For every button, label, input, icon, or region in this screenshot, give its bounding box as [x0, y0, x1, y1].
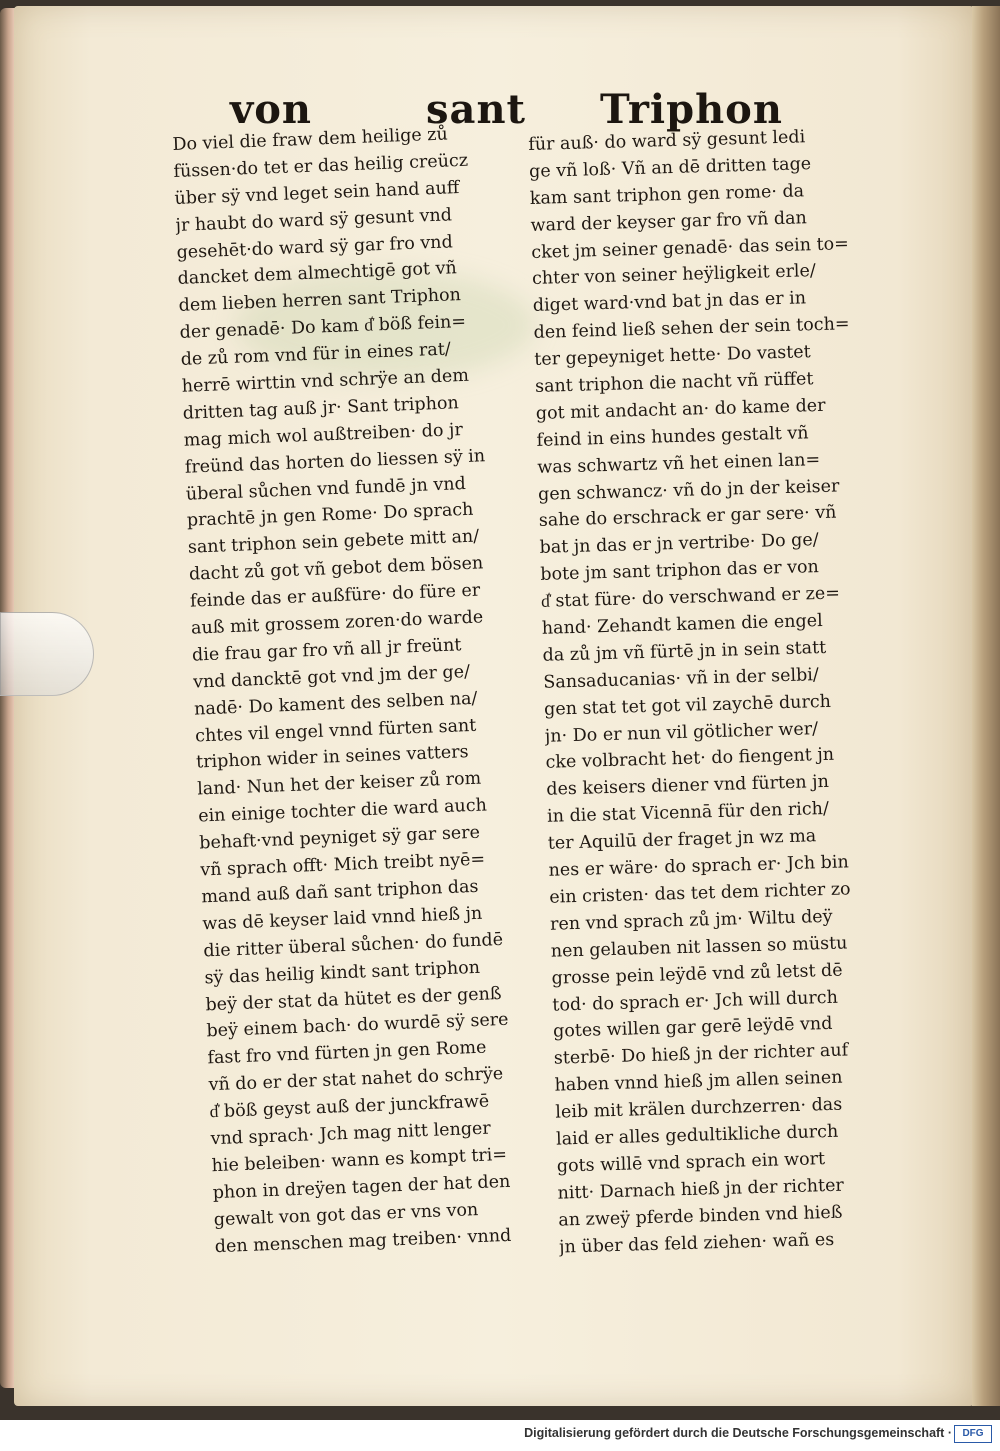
text-line: dancket dem almechtigē got vñ	[177, 258, 458, 290]
text-line: jn· Do er nun vil götlicher wer/	[544, 718, 819, 747]
text-line: sant triphon sein gebete mitt an/	[187, 526, 480, 559]
text-line: d͛ stat füre· do verschwand er ze=	[540, 583, 841, 612]
text-line: bote jm sant triphon das er von	[540, 557, 820, 586]
text-line: d͛ böß geyst auß der junckfrawē	[209, 1091, 490, 1123]
text-line: ein einige tochter die ward auch	[197, 795, 488, 827]
text-line: mand auß dañ sant triphon das	[201, 876, 479, 908]
text-line: der genadē· Do kam d͛ böß fein=	[179, 312, 467, 344]
text-line: ter Aquilū der fraget jn wz ma	[547, 826, 817, 854]
text-line: nadē· Do kament des selben na/	[193, 688, 478, 720]
text-line: haben vnnd hieß jm allen seinen	[554, 1067, 843, 1096]
text-line: nen gelauben nit lassen so müstu	[550, 933, 848, 962]
text-line: gotes willen gar gerē leÿdē vnd	[552, 1014, 833, 1043]
text-line: vñ sprach offt· Mich treibt nyē=	[199, 849, 486, 881]
text-line: feinde das er außfüre· do füre er	[189, 580, 481, 612]
text-line: chter von seiner heÿligkeit erle/	[531, 261, 817, 290]
text-line: sahe do erschrack er gar sere· vñ	[538, 503, 837, 532]
dfg-logo: DFG	[954, 1425, 992, 1443]
text-line: beÿ einem bach· do wurdē sÿ sere	[206, 1010, 509, 1042]
text-line: tod· do sprach er· Jch will durch	[552, 987, 839, 1016]
text-line: herrē wirttin vnd schrÿe an dem	[181, 365, 470, 397]
text-line: phon in dreÿen tagen der hat den	[212, 1171, 511, 1203]
text-line: ter gepeyniget hette· Do vastet	[534, 342, 811, 371]
text-line: vñ do er der stat nahet do schrÿe	[208, 1064, 504, 1096]
text-line: kam sant triphon gen rome· da	[529, 181, 805, 209]
text-line: die ritter überal sůchen· do fundē	[203, 929, 504, 962]
text-line: den menschen mag treiben· vnnd	[214, 1225, 512, 1257]
footer-bar	[0, 1420, 1000, 1451]
text-line: vnd dancktē got vnd jm der ge/	[192, 661, 471, 693]
text-line: an zweÿ pferde binden vnd hieß	[558, 1202, 843, 1231]
text-line: ren vnd sprach zů jm· Wiltu deÿ	[549, 906, 833, 935]
left-text-column	[172, 119, 565, 1261]
text-line: de zů rom vnd für in eines rat/	[180, 339, 452, 370]
text-line: füssen·do tet er das heilig creücz	[173, 150, 469, 182]
text-line: feind in eins hundes gestalt vñ	[536, 423, 809, 451]
text-line: bat jn das er jn vertribe· Do ge/	[539, 530, 819, 559]
text-line: cket jm seiner genadē· das sein to=	[531, 233, 850, 263]
text-line: hie beleiben· wann es kompt tri=	[211, 1144, 508, 1177]
running-head-middle: sant	[426, 86, 526, 133]
text-line: ward der keyser gar fro vñ dan	[530, 207, 808, 236]
text-line: ein cristen· das tet dem richter zo	[549, 879, 851, 908]
running-head-right: Triphon	[600, 86, 783, 133]
text-line: got mit andacht an· do kame der	[535, 395, 826, 424]
text-line: behaft·vnd peyniget sÿ gar sere	[198, 822, 481, 854]
text-line: gesehēt·do ward sÿ gar fro vnd	[176, 231, 454, 263]
text-line: ge vñ loß· Vñ an dē dritten tage	[528, 154, 812, 182]
text-line: laid er alles gedultikliche durch	[555, 1121, 839, 1150]
text-line: gewalt von got das er vns von	[213, 1199, 479, 1230]
text-line: freünd das horten do liessen sÿ in	[184, 445, 486, 478]
text-line: hand· Zehandt kamen die engel	[541, 610, 823, 639]
text-line: sterbē· Do hieß jn der richter auf	[553, 1040, 849, 1069]
text-line: Do viel die fraw dem heilige zů	[172, 124, 449, 155]
text-line: jr haubt do ward sÿ gesunt vnd	[175, 204, 453, 236]
text-line: beÿ der stat da hütet es der genß	[205, 983, 502, 1015]
text-line: sant triphon die nacht vñ rüffet	[534, 369, 814, 397]
text-line: für auß· do ward sÿ gesunt ledi	[528, 127, 806, 155]
text-line: gots willē vnd sprach ein wort	[556, 1148, 826, 1177]
text-line: diget ward·vnd bat jn das er in	[532, 288, 807, 317]
text-line: vnd sprach· Jch mag nitt lenger	[210, 1118, 492, 1150]
text-line: über sÿ vnd leget sein hand auff	[174, 177, 460, 209]
running-head-left: von	[230, 86, 313, 133]
text-line: land· Nun het der keiser zů rom	[196, 768, 482, 800]
page-right-edge	[972, 6, 1000, 1406]
text-line: da zů jm vñ fürtē jn in sein statt	[542, 637, 827, 666]
text-line: was dē keyser laid vnnd hieß jn	[202, 903, 483, 935]
text-line: cke volbracht het· do fiengent jn	[545, 745, 835, 774]
text-line: dacht zů got vñ gebot dem bösen	[188, 553, 484, 585]
right-text-column	[528, 122, 909, 1261]
text-line: triphon wider in seines vatters	[195, 742, 469, 774]
footer-credit: Digitalisierung gefördert durch die Deutsche Forschungsgemeinschaft ·	[524, 1426, 952, 1440]
bookmark-ribbon	[0, 612, 94, 696]
text-line: gen stat tet got vil zaychē durch	[543, 691, 832, 720]
text-line: jn über das feld ziehen· wañ es	[558, 1229, 835, 1258]
text-line: die frau gar fro vñ all jr freünt	[191, 635, 462, 666]
text-line: was schwartz vñ het einen lan=	[537, 449, 821, 478]
text-line: auß mit grossem zoren·do warde	[190, 607, 484, 639]
text-line: nes er wäre· do sprach er· Jch bin	[548, 852, 850, 881]
text-line: chtes vil engel vnnd fürten sant	[194, 715, 477, 747]
text-line: in die stat Vicennā für den rich/	[546, 799, 830, 827]
text-line: überal sůchen vnd fundē jn vnd	[185, 473, 467, 505]
text-line: fast fro vnd fürten jn gen Rome	[207, 1037, 487, 1069]
text-line: mag mich wol außtreiben· do jr	[183, 419, 464, 451]
text-line: Sansaducanias· vñ in der selbi/	[543, 664, 820, 693]
text-line: dem lieben herren sant Triphon	[178, 285, 462, 317]
text-line: leib mit krälen durchzerren· das	[555, 1094, 843, 1123]
text-line: gen schwancz· vñ do jn der keiser	[537, 476, 840, 505]
text-line: des keisers diener vnd fürten jn	[546, 772, 830, 801]
text-line: nitt· Darnach hieß jn der richter	[557, 1175, 845, 1204]
text-line: den feind ließ sehen der sein toch=	[533, 314, 850, 344]
text-line: prachtē jn gen Rome· Do sprach	[186, 500, 474, 532]
text-line: sÿ das heilig kindt sant triphon	[204, 957, 481, 988]
text-line: dritten tag auß jr· Sant triphon	[182, 393, 460, 424]
text-line: grosse pein leÿdē vnd zů letst dē	[551, 960, 843, 989]
